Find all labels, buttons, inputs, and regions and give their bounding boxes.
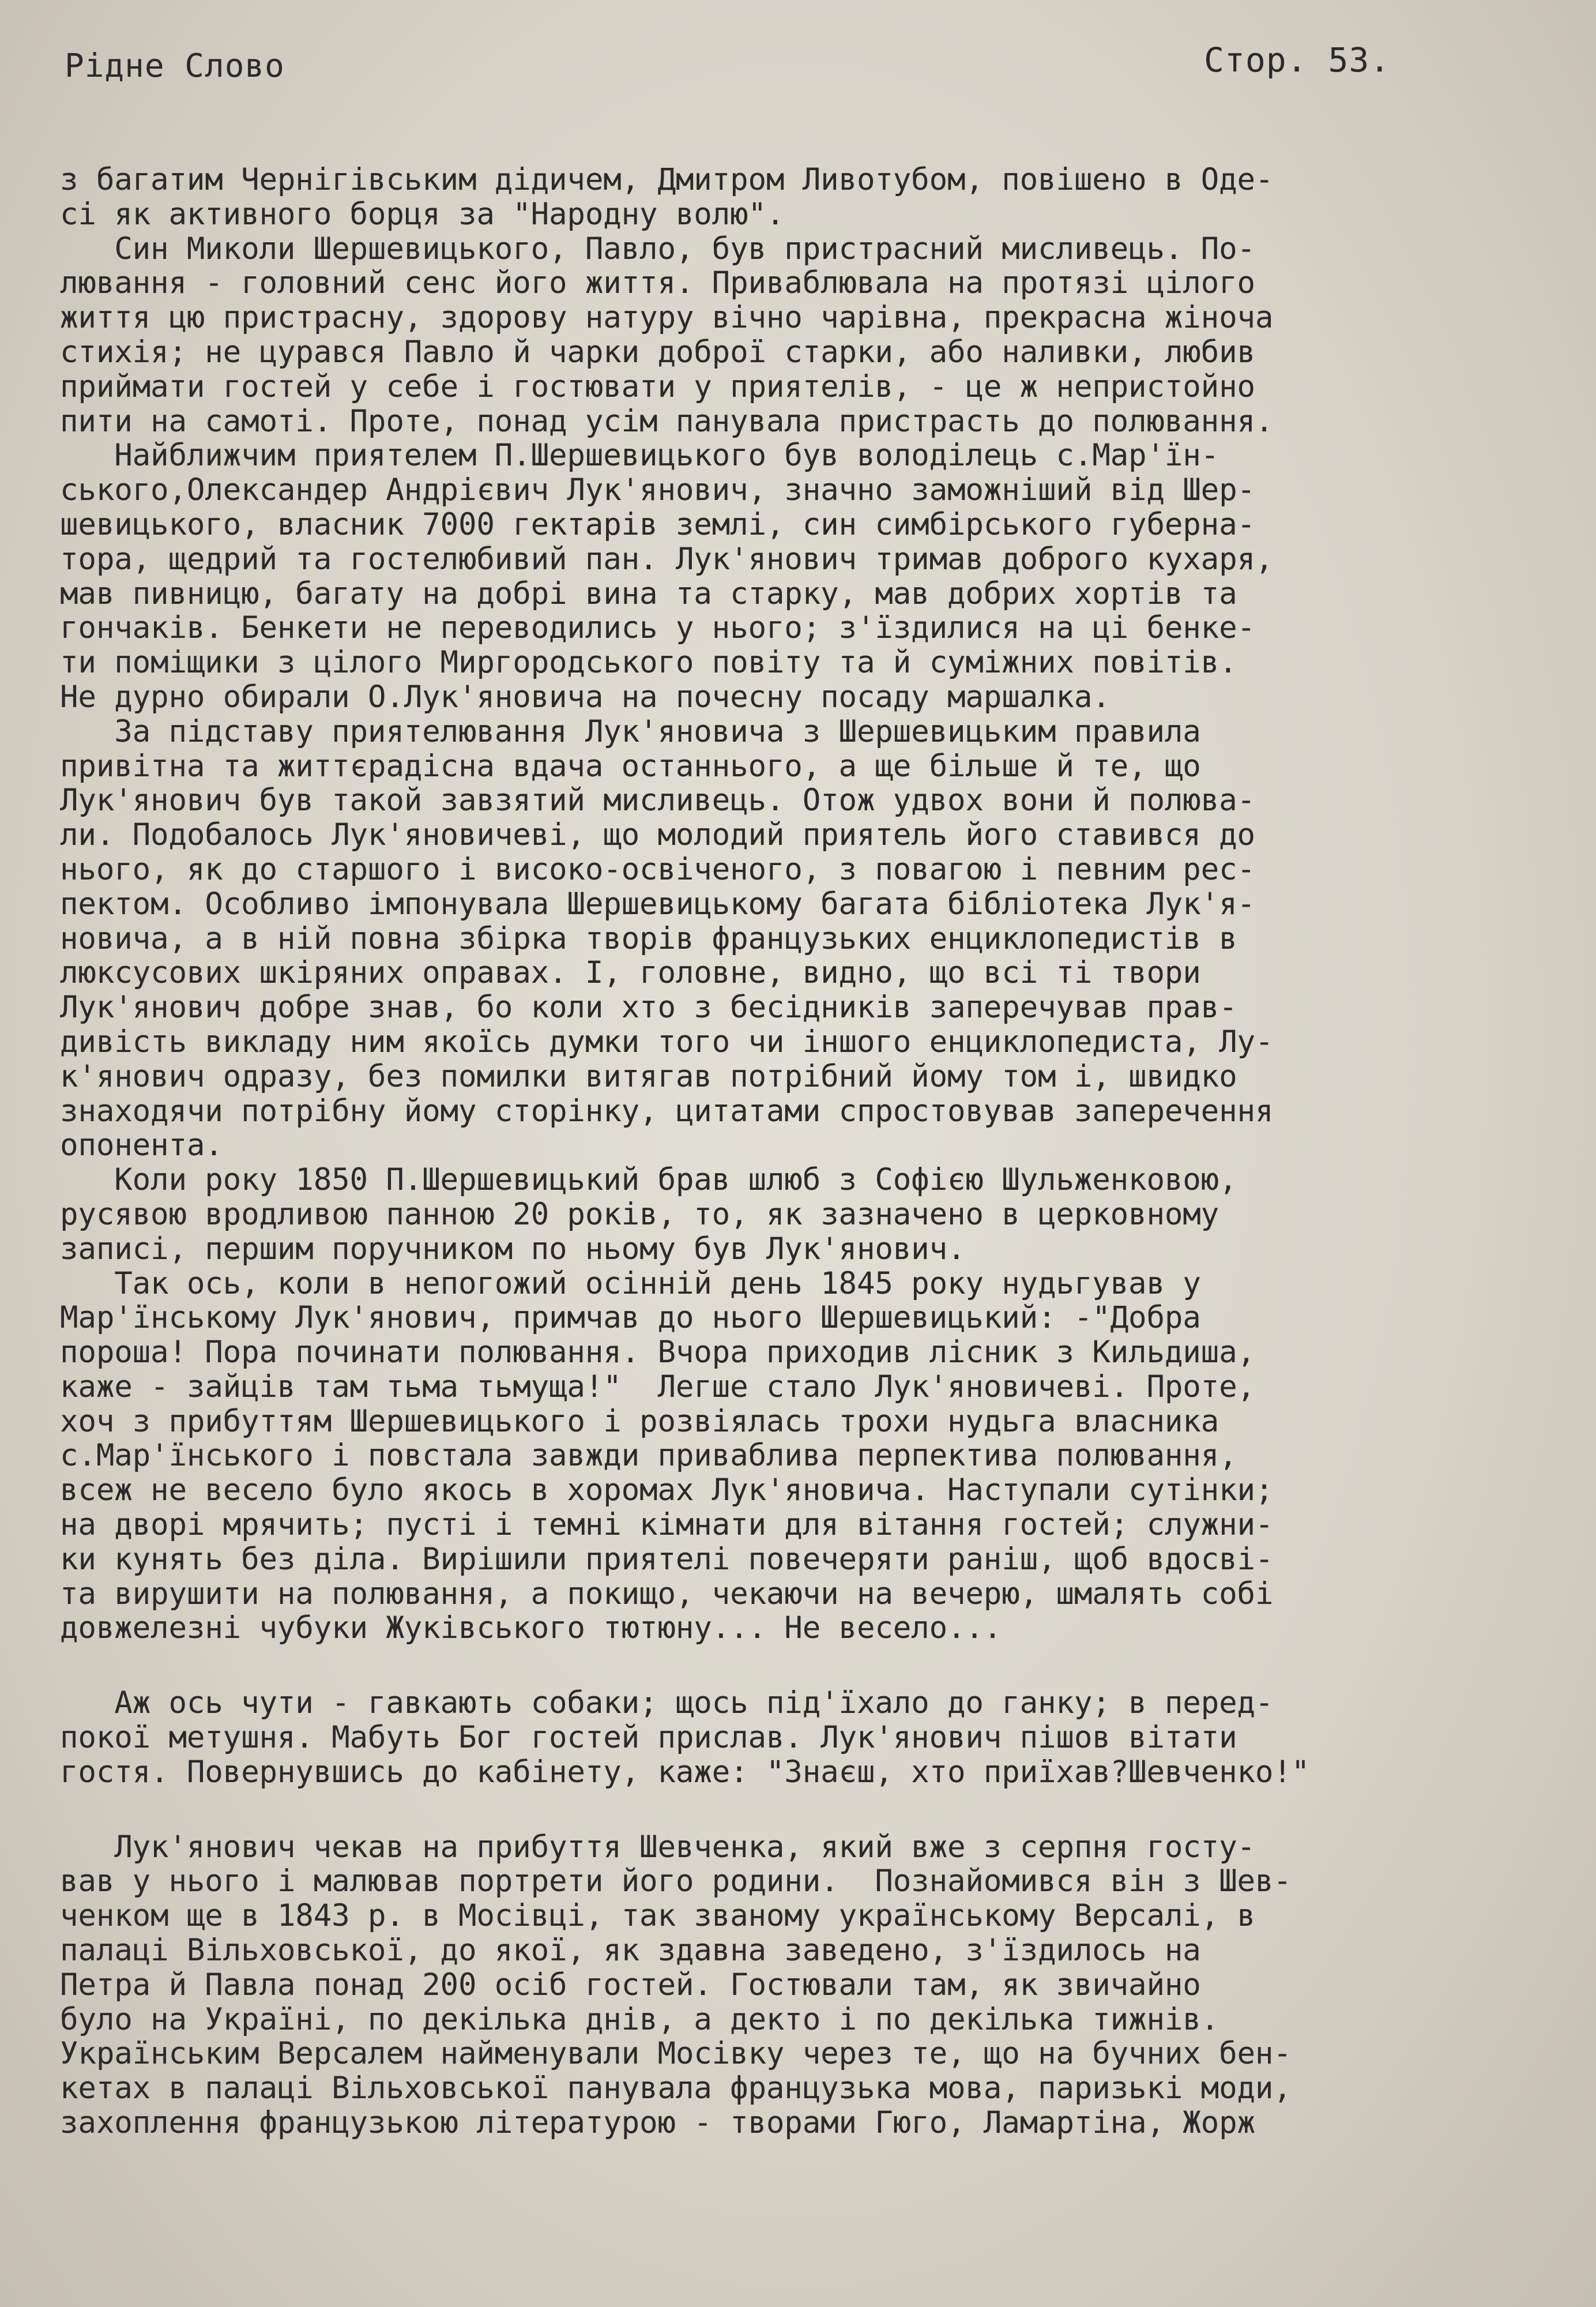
text-line: стихія; не цурався Павло й чарки доброї старки, або наливки, любив	[60, 334, 1255, 370]
text-line: ки кунять без діла. Вирішили приятелі повечеряти раніш, щоб вдосві-	[60, 1541, 1274, 1577]
body-text	[60, 163, 1571, 2140]
text-block-2	[60, 1686, 1571, 1789]
text-line: тора, щедрий та гостелюбивий пан. Лук'янович тримав доброго кухаря,	[60, 541, 1274, 577]
text-line: приймати гостей у себе і гостювати у приятелів, - це ж непристойно	[60, 369, 1255, 404]
text-line: опонента.	[60, 1128, 223, 1163]
text-line: з багатим Чернігівським дідичем, Дмитром Ливотубом, повішено в Оде-	[60, 162, 1274, 197]
text-line: Петра й Павла понад 200 осіб гостей. Гостювали там, як звичайно	[60, 1967, 1201, 2002]
text-line: ли. Подобалось Лук'яновичеві, що молодий приятель його ставився до	[60, 817, 1255, 853]
text-line: люксусових шкіряних оправах. І, головне, видно, що всі ті твори	[60, 955, 1201, 991]
text-line: нього, як до старшого і високо-освіченого, з повагою і певним рес-	[60, 851, 1255, 887]
text-line: пектом. Особливо імпонувала Шершевицькому багата бібліотека Лук'я-	[60, 886, 1255, 922]
text-line: Мар'їнському Лук'янович, примчав до нього Шершевицький: -"Добра	[60, 1300, 1201, 1336]
text-line: було на Україні, по декілька днів, а декто і по декілька тижнів.	[60, 2001, 1219, 2037]
text-line: Син Миколи Шершевицького, Павло, був пристрасний мисливець. По-	[60, 231, 1255, 266]
text-line: Аж ось чути - гавкають собаки; щось під'їхало до ганку; в перед-	[60, 1685, 1274, 1721]
text-line: Коли року 1850 П.Шершевицький брав шлюб з Софією Шульженковою,	[60, 1162, 1237, 1198]
paragraph-gap	[60, 1645, 1571, 1686]
text-line: новича, а в ній повна збірка творів французьких енциклопедистів в	[60, 920, 1237, 956]
text-line: мав пивницю, багату на добрі вина та старку, мав добрих хортів та	[60, 576, 1237, 611]
text-line: життя цю пристрасну, здорову натуру вічно чарівна, прекрасна жіноча	[60, 300, 1274, 336]
text-line: хоч з прибуттям Шершевицького і розвіялась трохи нудьга власника	[60, 1403, 1219, 1439]
text-line: лювання - головний сенс його життя. Приваблювала на протязі цілого	[60, 265, 1255, 301]
text-line: шевицького, власник 7000 гектарів землі, син симбірського губерна-	[60, 506, 1255, 542]
page-number: Стор. 53.	[1204, 40, 1391, 80]
text-line: вав у нього і малював портрети його родини. Познайомився він з Шев-	[60, 1863, 1292, 1899]
text-line: ченком ще в 1843 р. в Мосівці, так званому українському Версалі, в	[60, 1898, 1255, 1934]
text-line: ського,Олександер Андрієвич Лук'янович, значно заможніший від Шер-	[60, 472, 1255, 508]
text-line: захоплення французькою літературою - творами Гюго, Ламартіна, Жорж	[60, 2105, 1255, 2141]
text-line: покої метушня. Мабуть Бог гостей прислав. Лук'янович пішов вітати	[60, 1720, 1237, 1756]
text-line: пити на самоті. Проте, понад усім панувала пристрасть до полювання.	[60, 403, 1274, 439]
text-block-3	[60, 1830, 1571, 2140]
text-line: пороша! Пора починати полювання. Вчора приходив лісник з Кильдиша,	[60, 1335, 1255, 1370]
text-line: Лук'янович добре знав, бо коли хто з бесідників заперечував прав-	[60, 990, 1237, 1025]
text-block-1	[60, 163, 1571, 1645]
text-line: гончаків. Бенкети не переводились у нього; з'їздилися на ці бенке-	[60, 610, 1255, 646]
text-line: дивість викладу ним якоїсь думки того чи іншого енциклопедиста, Лу-	[60, 1024, 1274, 1059]
paragraph-gap	[60, 1790, 1571, 1830]
text-line: русявою вродливою панною 20 років, то, як зазначено в церковному	[60, 1196, 1219, 1232]
text-line: Так ось, коли в непогожий осінній день 1845 року нудьгував у	[60, 1265, 1201, 1301]
text-line: палаці Вільховської, до якої, як здавна заведено, з'їздилось на	[60, 1933, 1201, 1968]
text-line: привітна та життєрадісна вдача останнього, а ще більше й те, що	[60, 748, 1201, 784]
page-header-title: Рідне Слово	[65, 47, 285, 85]
text-line: довжелезні чубуки Жуківського тютюну... Не весело...	[60, 1610, 1002, 1646]
text-line: Українським Версалем найменували Мосівку через те, що на бучних бен-	[60, 2036, 1292, 2072]
text-line: За підставу приятелювання Лук'яновича з Шершевицьким правила	[60, 713, 1201, 749]
text-line: к'янович одразу, без помилки витягав потрібний йому том і, швидко	[60, 1058, 1237, 1094]
text-line: на дворі мрячить; пусті і темні кімнати для вітання гостей; служни-	[60, 1507, 1274, 1543]
text-line: Не дурно обирали О.Лук'яновича на почесну посаду маршалка.	[60, 679, 1111, 715]
text-line: гостя. Повернувшись до кабінету, каже: "Знаєш, хто приїхав?Шевченко!"	[60, 1754, 1310, 1790]
text-line: знаходячи потрібну йому сторінку, цитатами спростовував заперечення	[60, 1093, 1274, 1129]
text-line: Найближчим приятелем П.Шершевицького був володілець с.Мар'їн-	[60, 438, 1219, 474]
text-line: с.Мар'їнського і повстала завжди приваблива перпектива полювання,	[60, 1438, 1237, 1474]
text-line: сі як активного борця за "Народну волю".	[60, 196, 785, 232]
text-line: каже - зайців там тьма тьмуща!" Легше стало Лук'яновичеві. Проте,	[60, 1369, 1255, 1404]
text-line: всеж не весело було якось в хоромах Лук'яновича. Наступали сутінки;	[60, 1472, 1274, 1508]
text-line: записі, першим поручником по ньому був Лук'янович.	[60, 1231, 966, 1267]
text-line: Лук'янович чекав на прибуття Шевченка, який вже з серпня госту-	[60, 1829, 1255, 1865]
text-line: ти поміщики з цілого Миргородського повіту та й суміжних повітів.	[60, 645, 1237, 681]
text-line: та вирушити на полювання, а покищо, чекаючи на вечерю, шмалять собі	[60, 1576, 1274, 1611]
text-line: Лук'янович був такой завзятий мисливець. Отож удвох вони й полюва-	[60, 783, 1255, 818]
text-line: кетах в палаці Вільховської панувала французька мова, паризькі моди,	[60, 2071, 1292, 2106]
